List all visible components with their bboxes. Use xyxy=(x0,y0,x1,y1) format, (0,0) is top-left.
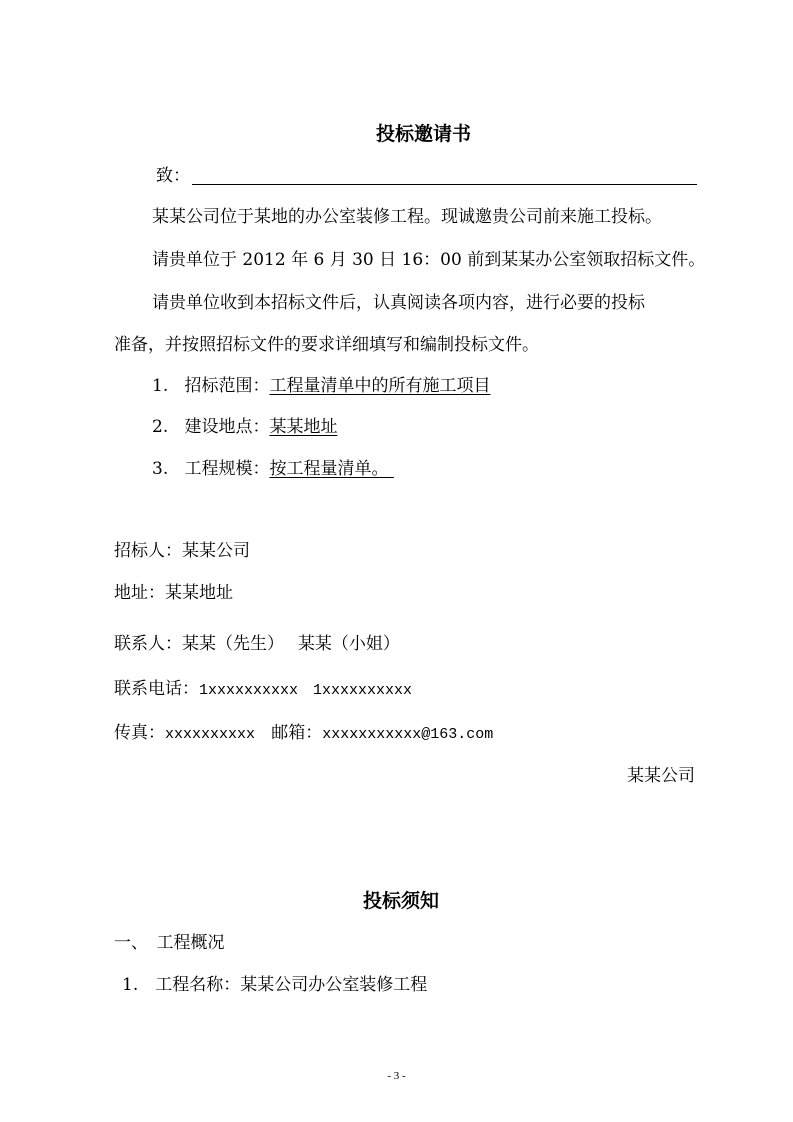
project-name-item: 1. 工程名称：某某公司办公室装修工程 xyxy=(122,975,428,995)
to-blank-line xyxy=(192,184,697,185)
paragraph-3-line-1: 请贵单位收到本招标文件后，认真阅读各项内容，进行必要的投标 xyxy=(152,293,645,313)
list-item-2 xyxy=(152,415,337,439)
list-item-number: 2. xyxy=(152,417,169,437)
contact-line: 联系人：某某（先生） 某某（小姐） xyxy=(114,634,400,654)
list-item-1 xyxy=(152,374,490,398)
phone-line xyxy=(114,677,412,703)
page-number: - 3 - xyxy=(387,1070,406,1082)
fax-label: 传真： xyxy=(114,723,165,743)
notice-title: 投标须知 xyxy=(363,890,440,912)
signature: 某某公司 xyxy=(627,766,695,786)
section-heading-1: 一、 工程概况 xyxy=(114,933,225,953)
tenderer-line: 招标人：某某公司 xyxy=(114,541,250,561)
paragraph-2: 请贵单位于 2012 年 6 月 30 日 16：00 前到某某办公室领取招标文件。 xyxy=(152,250,706,270)
list-item-label: 建设地点： xyxy=(184,417,270,437)
paragraph-1: 某某公司位于某地的办公室装修工程。现诚邀贵公司前来施工投标。 xyxy=(152,207,662,227)
email-value: xxxxxxxxxxx@163.com xyxy=(322,726,494,743)
list-item-value: 某某地址 xyxy=(269,417,338,437)
list-item-number: 3. xyxy=(152,459,169,479)
to-label: 致： xyxy=(156,166,190,186)
paragraph-3-line-2: 准备，并按照招标文件的要求详细填写和编制投标文件。 xyxy=(114,335,539,355)
list-item-label: 工程规模： xyxy=(184,459,270,479)
list-item-number: 1. xyxy=(152,376,169,396)
list-item-3 xyxy=(152,457,394,481)
fax-email-line xyxy=(114,721,493,747)
phone-label: 联系电话： xyxy=(114,679,199,699)
email-label: 邮箱： xyxy=(271,723,323,743)
list-item-label: 招标范围： xyxy=(184,376,270,396)
address-line: 地址：某某地址 xyxy=(114,583,233,603)
phone-values: 1xxxxxxxxxx 1xxxxxxxxxx xyxy=(199,682,413,699)
list-item-value: 按工程量清单。 xyxy=(269,459,394,479)
list-item-value: 工程量清单中的所有施工项目 xyxy=(269,376,491,396)
invitation-title: 投标邀请书 xyxy=(376,123,472,145)
fax-value: xxxxxxxxxx xyxy=(165,726,256,743)
